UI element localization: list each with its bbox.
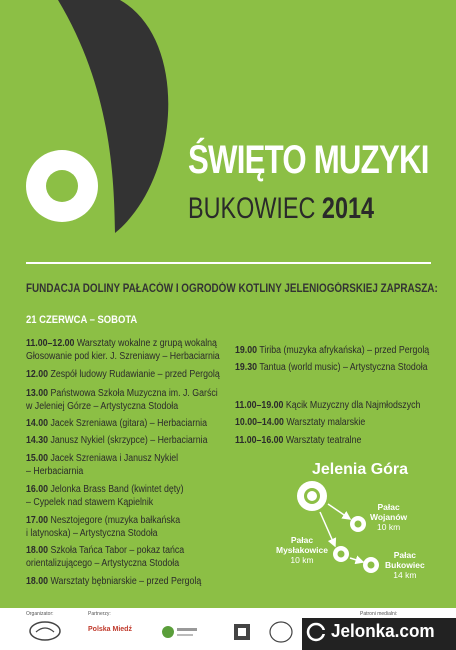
sponsor-logo-3 [232, 622, 252, 642]
program-item [235, 362, 428, 375]
place-name: BUKOWIEC [188, 192, 316, 225]
program-item [26, 466, 83, 479]
watermark-icon [306, 622, 326, 642]
event-time: 11.00–16.00 [235, 435, 284, 446]
event-description: Janusz Nykiel (skrzypce) – Herbaciarnia [50, 435, 208, 446]
event-description: Jelonka Brass Band (kwintet dęty) [50, 484, 184, 495]
event-description: Głosowanie pod kier. J. Szreniawy – Herbaciarnia [26, 350, 220, 362]
organizer-logo [28, 620, 62, 642]
event-time: 16.00 [26, 484, 49, 495]
route-arrow [350, 558, 363, 562]
event-time: 11.00–12.00 [26, 338, 75, 349]
watermark-text: Jelonka.com [331, 621, 435, 641]
event-description: Jacek Szreniawa i Janusz Nykiel [50, 453, 179, 464]
intro-text: FUNDACJA DOLINY PAŁACÓW I OGRODÓW KOTLINY JELENIOGÓRSKIEJ ZAPRASZA: [26, 283, 438, 295]
program-item [235, 417, 365, 430]
event-time: 12.00 [26, 369, 49, 380]
event-time: 19.30 [235, 362, 258, 373]
event-description: Tiriba (muzyka afrykańska) – przed Pergolą [259, 345, 430, 356]
event-time: 13.00 [26, 388, 49, 399]
event-description: – Herbaciarnia [26, 465, 84, 477]
event-description: – Cypelek nad stawem Kąpielnik [26, 496, 154, 508]
event-date: 21 CZERWCA – SOBOTA [26, 314, 138, 326]
event-time: 18.00 [26, 576, 49, 587]
sponsor-logo-4 [268, 620, 294, 644]
program-item [235, 400, 420, 413]
program-item [26, 388, 218, 401]
event-description: Kącik Muzyczny dla Najmłodszych [285, 400, 421, 411]
program-item [26, 528, 158, 541]
event-description: Warsztaty bębniarskie – przed Pergolą [50, 576, 202, 587]
program-item [26, 558, 179, 571]
event-time: 11.00–19.00 [235, 400, 284, 411]
event-description: orientalizującego – Artystyczna Stodoła [26, 557, 180, 569]
program-item [235, 435, 361, 448]
program-item [235, 345, 429, 358]
event-description: Nesztojegore (muzyka bałkańska [50, 515, 181, 526]
festival-subtitle [188, 194, 374, 224]
place-bukowiec: Pałac Bukowiec 14 km [385, 550, 425, 580]
event-time: 18.00 [26, 545, 49, 556]
program-item [26, 484, 184, 497]
organizer-label: Organizator: [26, 611, 54, 617]
logo-ring-inner [46, 170, 78, 202]
program-item [26, 369, 220, 382]
route-arrow [328, 504, 350, 519]
program-item [26, 453, 178, 466]
program-item [26, 338, 217, 351]
program-item [26, 418, 207, 431]
divider [26, 262, 431, 264]
program-item [26, 435, 207, 448]
year: 2014 [321, 192, 374, 225]
event-description: w Jeleniej Górze – Artystyczna Stodoła [26, 400, 179, 412]
program-item [26, 545, 184, 558]
event-description: Warsztaty teatralne [285, 435, 362, 446]
event-description: Warsztaty malarskie [286, 417, 366, 428]
event-time: 17.00 [26, 515, 49, 526]
event-description: Jacek Szreniawa (gitara) – Herbaciarnia [50, 418, 207, 429]
partners-label: Partnerzy: [88, 611, 111, 617]
event-description: Tantua (world music) – Artystyczna Stodoła [259, 362, 428, 373]
event-time: 15.00 [26, 453, 49, 464]
sponsor-logo-2 [160, 622, 200, 642]
program-item [26, 497, 153, 510]
event-description: Szkoła Tańca Tabor – pokaz tańca [50, 545, 185, 556]
event-time: 19.00 [235, 345, 258, 356]
event-time: 10.00–14.00 [235, 417, 284, 428]
map-city: Jelenia Góra [312, 461, 409, 478]
program-item [26, 401, 178, 414]
event-time: 14.30 [26, 435, 49, 446]
event-description: Warsztaty wokalne z grupą wokalną [76, 338, 217, 349]
program-item [26, 576, 201, 589]
sponsor-logo-1: Polska Miedź [88, 626, 132, 633]
festival-title: ŚWIĘTO MUZYKI [188, 138, 429, 182]
patrons-label: Patroni medialni: [360, 611, 398, 617]
festival-logo [0, 0, 180, 260]
event-time: 14.00 [26, 418, 49, 429]
event-description: Zespół ludowy Rudawianie – przed Pergolą [50, 369, 220, 380]
place-wojanow: Pałac Wojanów 10 km [370, 502, 408, 532]
place-myslakowice: Pałac Mysłakowice 10 km [276, 535, 328, 565]
program-item [26, 351, 220, 364]
event-description: i latynoska) – Artystyczna Stodoła [26, 527, 158, 539]
event-description: Państwowa Szkoła Muzyczna im. J. Garści [50, 388, 218, 399]
program-item [26, 515, 180, 528]
